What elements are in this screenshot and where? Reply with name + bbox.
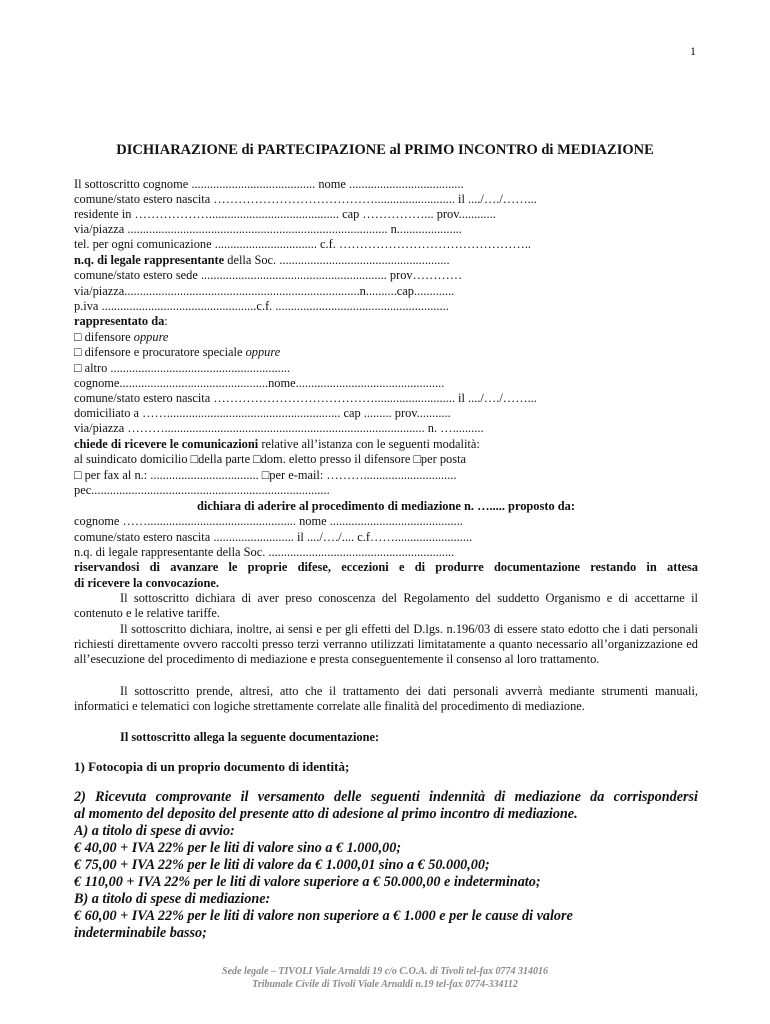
riservandosi-line-2: di ricevere la convocazione. (74, 576, 219, 590)
item-documento-identita: 1) Fotocopia di un proprio documento di identità; (74, 759, 350, 774)
form-line-modalita-domicilio[interactable]: al suindicato domicilio □della parte □dom. eletto presso il difensore □per posta (74, 452, 467, 466)
spese-mediazione-1: € 60,00 + IVA 22% per le liti di valore non superiore a € 1.000 e per le cause di valore (74, 908, 573, 924)
spese-avvio-3: € 110,00 + IVA 22% per le liti di valore superiore a € 50.000,00 e indeterminato; (74, 874, 541, 890)
page-number: 1 (690, 44, 696, 58)
spese-avvio-2: € 75,00 + IVA 22% per le liti di valore da € 1.000,01 sino a € 50.000,00; (74, 857, 490, 873)
spese-avvio-1: € 40,00 + IVA 22% per le liti di valore sino a € 1.000,00; (74, 840, 402, 856)
form-line-istante-nascita: comune/stato estero nascita .......................... il ..../…./.... c.f……......................... (74, 530, 473, 544)
form-line-sede: comune/stato estero sede ............................................................ prov………… (74, 268, 463, 282)
spese-mediazione-2: indeterminabile basso; (74, 925, 207, 941)
spese-avvio-heading: A) a titolo di spese di avvio: (74, 823, 235, 839)
item-ricevuta-line-2: al momento del deposito del presente atto di adesione al primo incontro di mediazione. (74, 806, 578, 822)
form-line-pec: pec............................................................................. (74, 483, 330, 497)
form-line-difensore-nascita: comune/stato estero nascita ………………………………….......................... il ..../…./……... (74, 391, 537, 405)
form-line-istante-nq: n.q. di legale rappresentante della Soc. ............................................................ (74, 545, 455, 559)
riservandosi-line-1: riservandosi di avanzare le proprie difese, eccezioni e di produrre documentazione restando in attesa (74, 560, 698, 574)
nq-label: n.q. di legale rappresentante (74, 253, 225, 267)
form-line-residenza: residente in ……………….......................................... cap ……………... prov............ (74, 207, 496, 221)
paragraph-regolamento: Il sottoscritto dichiara di aver preso conoscenza del Regolamento del suddetto Organismo e di accettarne il contenuto e le relative tariffe. (74, 591, 698, 621)
spese-mediazione-heading: B) a titolo di spese di mediazione: (74, 891, 271, 907)
allega-heading: Il sottoscritto allega la seguente documentazione: (120, 730, 380, 744)
nq-rest: della Soc. ....................................................... (224, 253, 450, 267)
form-line-via-sede: via/piazza............................................................................n..........cap............. (74, 284, 455, 298)
checkbox-altro[interactable]: □ altro .......................................................... (74, 361, 291, 375)
footer-sede: Sede legale – TIVOLI Viale Arnaldi 19 c/o C.O.A. di Tivoli tel-fax 0774 314016 (222, 966, 548, 977)
footer-tribunale: Tribunale Civile di Tivoli Viale Arnaldi n.19 tel-fax 0774-334112 (252, 979, 518, 990)
form-line-via: via/piazza .................................................................................... n..................... (74, 222, 462, 236)
form-line-nq-soc (74, 253, 698, 268)
form-line-nascita: comune/stato estero nascita ………………………………….......................... il ..../…./……... (74, 192, 537, 206)
form-line-istante-cognome: cognome ……................................................ nome ........................................... (74, 514, 463, 528)
dichiara-aderire: dichiara di aderire al procedimento di mediazione n. …..... proposto da: (197, 499, 575, 513)
form-line-domicilio: domiciliato a ……........................................................ cap ......... prov........... (74, 406, 451, 420)
form-line-cognome: Il sottoscritto cognome ........................................ nome ..................................... (74, 177, 464, 191)
form-line-difensore-via: via/piazza ……….................................................................................... n. ….......... (74, 421, 484, 435)
checkbox-difensore[interactable]: □ difensore oppure (74, 330, 169, 344)
form-line-comunicazioni: chiede di ricevere le comunicazioni relative all’istanza con le seguenti modalità: (74, 437, 480, 451)
paragraph-privacy: Il sottoscritto dichiara, inoltre, ai sensi e per gli effetti del D.lgs. n.196/03 di essere stato edotto che i dati personali richiesti direttamente ovvero raccolti presso terzi verranno utilizzati limitatamente a quanto necessario all’organizzazione ed all’esecuzione del procedimento di mediazione e presta conseguentemente il consenso al loro trattamento. (74, 622, 698, 667)
document-title: DICHIARAZIONE di PARTECIPAZIONE al PRIMO INCONTRO di MEDIAZIONE (116, 142, 654, 158)
form-line-piva: p.iva ..................................................c.f. ........................................................ (74, 299, 449, 313)
checkbox-procuratore[interactable]: □ difensore e procuratore speciale oppure (74, 345, 281, 359)
form-line-tel: tel. per ogni comunicazione ................................. c.f. ……………………………………….. (74, 237, 532, 251)
form-line-difensore-cognome: cognome................................................nome................................................ (74, 376, 445, 390)
form-line-modalita-fax[interactable]: □ per fax al n.: ................................... □per e-mail: ……….............................. (74, 468, 457, 482)
rappresentato-label: rappresentato da: (74, 314, 168, 328)
paragraph-trattamento: Il sottoscritto prende, altresì, atto che il trattamento dei dati personali avverrà mediante strumenti manuali, informatici e telematici con logiche strettamente correlate alle finalità del procedimento di mediazione. (74, 684, 698, 714)
item-ricevuta-line-1: 2) Ricevuta comprovante il versamento delle seguenti indennità di mediazione da corrispondersi (74, 789, 698, 805)
